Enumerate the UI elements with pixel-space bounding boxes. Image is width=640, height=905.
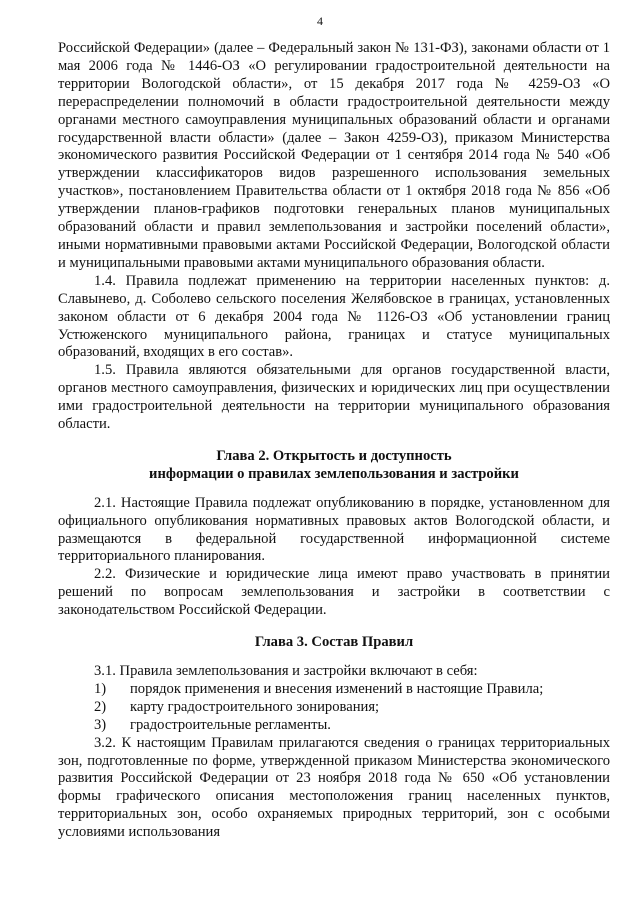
list-item-number: 1) [94, 680, 107, 697]
list-item-text: порядок применения и внесения изменений в настоящие Правила; [130, 680, 544, 697]
paragraph-2-1: 2.1. Настоящие Правила подлежат опубликованию в порядке, установленном для официального опубликования нормативных правовых актов Вологодской области, и размещаются в федеральной государственной информационной системе территориального планирования. [58, 494, 610, 565]
chapter-2-title-line-2: информации о правилах землепользования и застройки [149, 465, 519, 482]
paragraph-1-5: 1.5. Правила являются обязательными для органов государственной власти, органов местного самоуправления, физических и юридических лиц при осуществлении ими градостроительной деятельности на территории муниципального образования области. [58, 362, 610, 433]
chapter-3-heading: Глава 3. Состав Правил [254, 634, 414, 651]
list-item [94, 681, 610, 699]
list-item [94, 699, 610, 717]
list-item-number: 2) [94, 698, 107, 715]
list-item-number: 3) [94, 716, 107, 733]
chapter-2-heading [58, 448, 610, 484]
intro-paragraph: Российской Федерации» (далее – Федеральный закон № 131-ФЗ), законами области от 1 мая 2006 года № 1446-ОЗ «О регулировании градостроительной деятельности на территории Вологодской области», от 15 декабря 2017 года № 4259-ОЗ «О перераспределении полномочий в области градостроительной деятельности между органами местного самоуправления муниципальных образований области и органами государственной власти области» (далее – Закон 4259-ОЗ), приказом Министерства экономического развития Российской Федерации от 1 сентября 2014 года № 540 «Об утверждении классификаторов видов разрешенного использования земельных участков», постановлением Правительства области от 1 октября 2018 года № 856 «Об утверждении планов-графиков подготовки генеральных планов муниципальных образований области и правил землепользования и застройки поселений области», иными нормативными правовыми актами Российской Федерации, Вологодской области и муниципальными правовыми актами муниципального образования области. [58, 40, 610, 271]
paragraph-3-1: 3.1. Правила землепользования и застройки включают в себя: [94, 663, 478, 679]
document-body [58, 40, 610, 842]
list-item-text: карту градостроительного зонирования; [130, 698, 380, 715]
paragraph-1-4: 1.4. Правила подлежат применению на территории населенных пунктов: д. Славынево, д. Соболево сельского поселения Желябовское в границах, установленных законом области от 6 декабря 2004 года № 1126-ОЗ «Об установлении границ Устюженского муниципального района, границах и статусе муниципальных образований, входящих в его состав». [58, 272, 610, 361]
paragraph-2-2: 2.2. Физические и юридические лица имеют право участвовать в принятии решений по вопросам землепользования и застройки в соответствии с законодательством Российской Федерации. [58, 566, 610, 619]
chapter-2-title-line-1: Глава 2. Открытость и доступность [216, 447, 452, 464]
paragraph-3-2: 3.2. К настоящим Правилам прилагаются сведения о границах территориальных зон, подготовленные по форме, утвержденной приказом Министерства экономического развития Российской Федерации от 23 ноября 2018 года № 650 «Об установлении формы графического описания местоположения границ населенных пунктов, территориальных зон, особо охраняемых природных территорий, зон с особыми условиями использования [58, 734, 610, 841]
list-item-text: градостроительные регламенты. [130, 716, 331, 733]
list-item [94, 717, 610, 735]
page-number: 4 [317, 14, 323, 28]
